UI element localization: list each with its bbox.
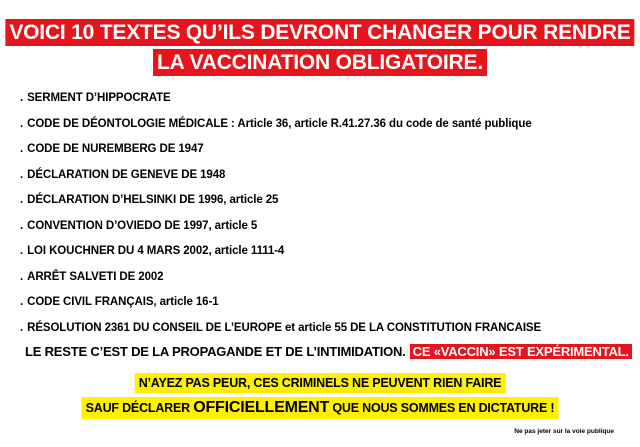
- statement: [25, 342, 632, 362]
- list-item-text: CODE CIVIL FRANÇAIS, article 16-1: [27, 296, 219, 308]
- bullet: .: [20, 219, 24, 232]
- bullet: .: [20, 143, 24, 155]
- list-item: [20, 112, 541, 138]
- texts-list: [20, 86, 541, 341]
- experimental-highlight: CE «VACCIN» EST EXPÉRIMENTAL.: [410, 344, 632, 359]
- bullet: .: [20, 194, 24, 206]
- list-item: [20, 163, 541, 189]
- list-item-text: ARRÊT SALVETI DE 2002: [27, 270, 164, 283]
- bullet: .: [20, 296, 24, 308]
- footer-note: Ne pas jeter sur la voie publique: [514, 428, 614, 435]
- warning-line-2: [82, 397, 559, 419]
- list-item: [20, 86, 541, 112]
- list-item-text: DÉCLARATION DE GENEVE DE 1948: [27, 168, 226, 181]
- list-item: [20, 239, 541, 265]
- list-item-text: SERMENT D’HIPPOCRATE: [27, 92, 171, 104]
- warning-line-2-after: QUE NOUS SOMMES EN DICTATURE !: [329, 401, 555, 415]
- list-item: [20, 214, 541, 240]
- statement-text: LE RESTE C’EST DE LA PROPAGANDE ET DE L’INTIMIDATION.: [25, 344, 406, 359]
- list-item-text: DÉCLARATION D’HELSINKI DE 1996, article 25: [27, 194, 279, 206]
- bullet: .: [20, 270, 24, 283]
- list-item: [20, 188, 541, 214]
- list-item-text: RÉSOLUTION 2361 DU CONSEIL DE L’EUROPE et article 55 DE LA CONSTITUTION FRANCAISE: [27, 321, 542, 334]
- list-item: [20, 316, 541, 342]
- list-item: [20, 290, 541, 316]
- list-item: [20, 137, 541, 163]
- title-line-1: VOICI 10 TEXTES QU’ILS DEVRONT CHANGER POUR RENDRE: [5, 19, 634, 46]
- warning-line-2-before: SAUF DÉCLARER: [85, 401, 194, 415]
- list-item-text: LOI KOUCHNER DU 4 MARS 2002, article 1111-4: [27, 245, 285, 257]
- warning-line-1: N’AYEZ PAS PEUR, CES CRIMINELS NE PEUVENT RIEN FAIRE: [135, 373, 506, 393]
- bullet: .: [20, 168, 24, 181]
- bullet: .: [20, 117, 24, 130]
- list-item-text: CODE DE NUREMBERG DE 1947: [27, 143, 204, 155]
- warning-emphasis: OFFICIELLEMENT: [193, 399, 330, 416]
- list-item: [20, 265, 541, 291]
- bullet: .: [20, 321, 24, 334]
- bullet: .: [20, 92, 24, 104]
- bullet: .: [20, 245, 24, 257]
- list-item-text: CONVENTION D’OVIEDO DE 1997, article 5: [27, 219, 258, 232]
- title-line-2: LA VACCINATION OBLIGATOIRE.: [153, 49, 487, 76]
- list-item-text: CODE DE DÉONTOLOGIE MÉDICALE : Article 36, article R.41.27.36 du code de santé publique: [27, 117, 532, 130]
